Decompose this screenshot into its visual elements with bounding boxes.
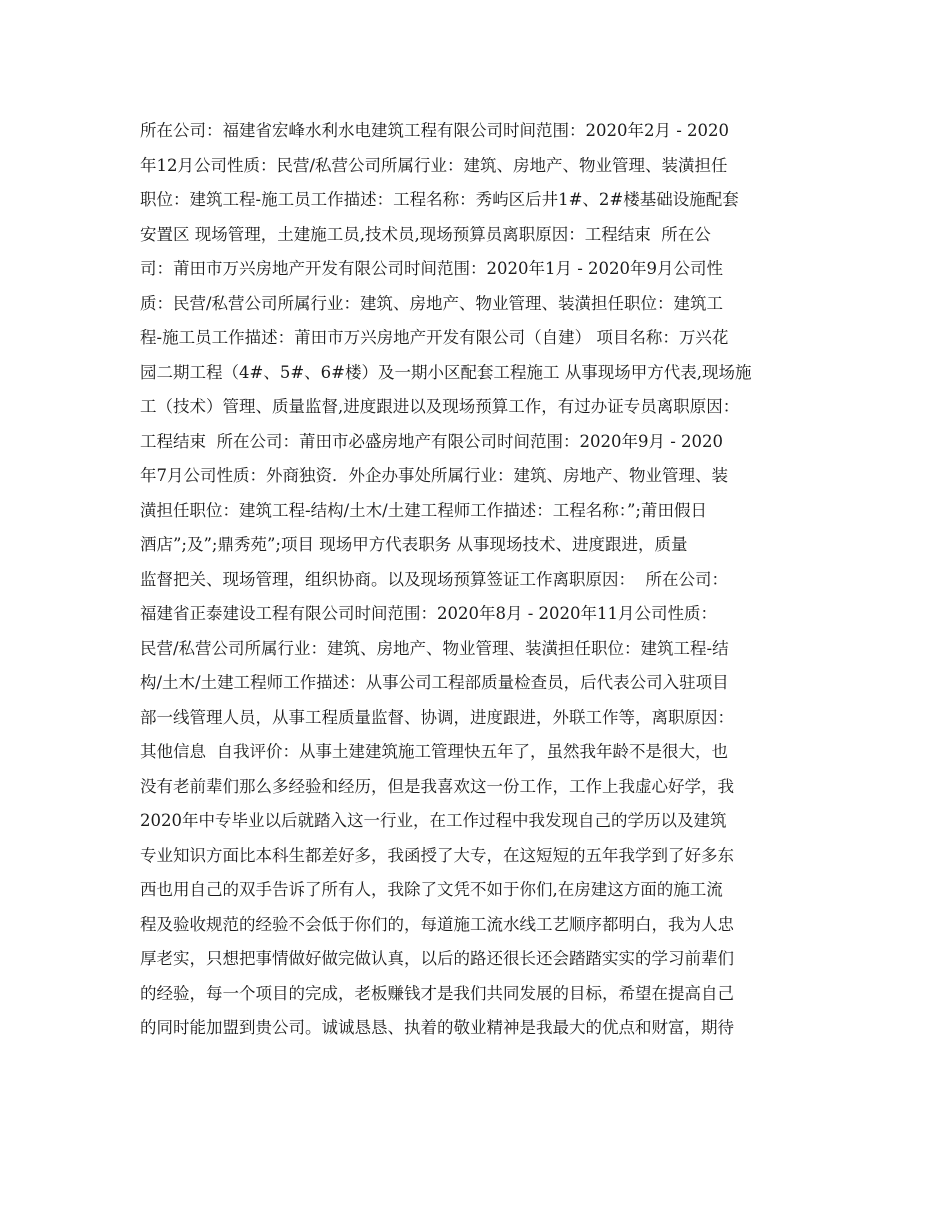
text-line: 西也用自己的双手告诉了所有人，我除了文凭不如于你们,在房建这方面的施工流 (140, 880, 723, 899)
text-line: 专业知识方面比本科生都差好多，我函授了大专，在这短短的五年我学到了好多东 (140, 845, 734, 865)
text-line: 监督把关、现场管理，组织协商。以及现场预算签证工作离职原因： 所在公司： (140, 569, 728, 589)
text-line: 的经验，每一个项目的完成，老板赚钱才是我们共同发展的目标，希望在提高自己 (140, 983, 734, 1003)
text-line: 的同时能加盟到贵公司。诚诚恳恳、执着的敬业精神是我最大的优点和财富，期待 (140, 1018, 734, 1037)
text-line: 质：民营/私营公司所属行业：建筑、房地产、物业管理、装潢担任职位：建筑工 (140, 293, 724, 313)
text-line: 构/土木/土建工程师工作描述：从事公司工程部质量检查员，后代表公司入驻项目 (140, 673, 729, 692)
text-line: 安置区 现场管理，土建施工员,技术员,现场预算员离职原因：工程结束 所在公 (140, 224, 711, 244)
text-line: 职位：建筑工程-施工员工作描述：工程名称：秀屿区后井1#、2#楼基础设施配套 (140, 190, 739, 209)
text-line: 所在公司：福建省宏峰水利水电建筑工程有限公司时间范围：2020年2月 - 2020 (140, 121, 730, 140)
text-line: 厚老实，只想把事情做好做完做认真，以后的路还很长还会踏踏实实的学习前辈们 (140, 949, 734, 968)
text-line: 其他信息 自我评价：从事土建建筑施工管理快五年了，虽然我年龄不是很大，也 (140, 742, 728, 761)
text-line: 工（技术）管理、质量监督,进度跟进以及现场预算工作，有过办证专员离职原因： (140, 397, 740, 416)
text-line: 程及验收规范的经验不会低于你们的，每道施工流水线工艺顺序都明白，我为人忠 (140, 914, 734, 934)
text-line: 民营/私营公司所属行业：建筑、房地产、物业管理、装潢担任职位：建筑工程-结 (140, 638, 729, 658)
text-line: 2020年中专毕业以后就踏入这一行业，在工作过程中我发现自己的学历以及建筑 (140, 811, 727, 830)
text-line: 部一线管理人员，从事工程质量监督、协调，进度跟进，外联工作等，离职原因： (140, 707, 734, 727)
text-line: 年7月公司性质：外商独资．外企办事处所属行业：建筑、房地产、物业管理、装 (140, 466, 728, 485)
text-line: 酒店”;及”;鼎秀苑”;项目 现场甲方代表职务 从事现场技术、进度跟进，质量 (140, 535, 688, 554)
text-line: 程-施工员工作描述：莆田市万兴房地产开发有限公司（自建） 项目名称：万兴花 (140, 328, 729, 347)
text-line: 年12月公司性质：民营/私营公司所属行业：建筑、房地产、物业管理、装潢担任 (140, 155, 728, 175)
text-line: 园二期工程（4#、5#、6#楼）及一期小区配套工程施工 从事现场甲方代表,现场施 (140, 362, 752, 382)
text-line: 没有老前辈们那么多经验和经历，但是我喜欢这一份工作，工作上我虚心好学，我 (140, 776, 734, 796)
text-line: 司：莆田市万兴房地产开发有限公司时间范围：2020年1月 - 2020年9月公司性 (140, 259, 724, 278)
resume-text-body (140, 114, 830, 1046)
text-line: 潢担任职位：建筑工程-结构/土木/土建工程师工作描述：工程名称：”;莆田假日 (140, 500, 707, 520)
text-line: 工程结束 所在公司：莆田市必盛房地产有限公司时间范围：2020年9月 - 2020 (140, 431, 724, 451)
text-line: 福建省正泰建设工程有限公司时间范围：2020年8月 - 2020年11月公司性质： (140, 604, 718, 623)
